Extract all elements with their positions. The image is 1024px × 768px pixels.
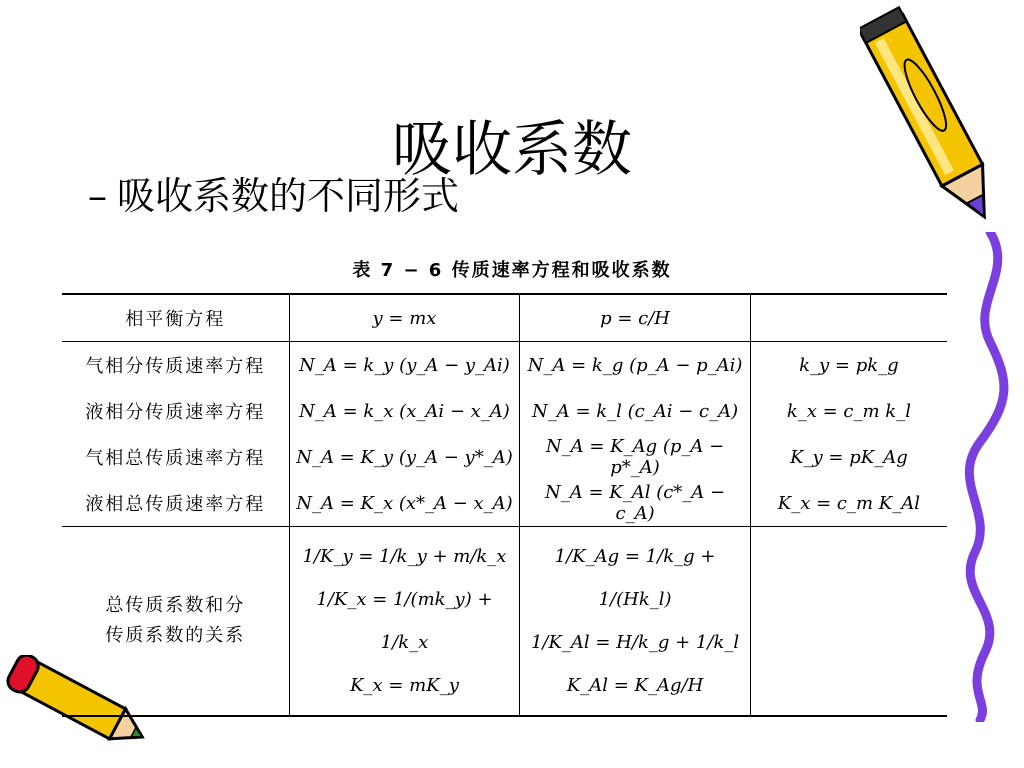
table-row bbox=[62, 434, 947, 480]
equation-cell: N_A = K_y (y_A − y*_A) bbox=[289, 434, 520, 480]
equation-cell: N_A = k_x (x_Ai − x_A) bbox=[289, 388, 520, 434]
slide-title: 吸收系数 bbox=[392, 115, 632, 185]
equation-cell: N_A = k_g (p_A − p_Ai) bbox=[520, 342, 750, 389]
row-label: 气相总传质速率方程 bbox=[62, 434, 289, 480]
header-cell: p = c/H bbox=[520, 294, 750, 342]
relation-label-line: 传质系数的关系 bbox=[105, 625, 246, 646]
equation-cell: k_y = pk_g bbox=[799, 354, 899, 376]
equation-cell: K_x = c_m K_Al bbox=[750, 480, 947, 527]
equation-line: 1/K_x = 1/(mk_y) + 1/k_x bbox=[316, 589, 493, 653]
table-row bbox=[62, 388, 947, 434]
equation-cell: N_A = K_Al (c*_A − c_A) bbox=[520, 480, 750, 527]
header-cell: y = mx bbox=[289, 294, 520, 342]
row-label: 液相分传质速率方程 bbox=[62, 388, 289, 434]
squiggle-line bbox=[960, 232, 1020, 722]
table-row bbox=[62, 342, 947, 389]
table-row bbox=[62, 480, 947, 527]
header-cell bbox=[750, 294, 947, 342]
bullet-dash: – bbox=[88, 174, 107, 218]
table-caption: 表 7 − 6 传质速率方程和吸收系数 bbox=[352, 260, 672, 281]
header-cell: 相平衡方程 bbox=[62, 294, 289, 342]
equation-line: 1/K_Ag = 1/k_g + 1/(Hk_l) bbox=[554, 546, 716, 610]
relation-equations bbox=[289, 527, 520, 717]
equation-cell: N_A = K_x (x*_A − x_A) bbox=[289, 480, 520, 527]
bullet-item bbox=[88, 165, 459, 220]
relation-label-line: 总传质系数和分 bbox=[105, 595, 246, 616]
relation-equations bbox=[520, 527, 750, 717]
table-row-relation bbox=[62, 527, 947, 717]
relation-empty-cell bbox=[750, 527, 947, 717]
row-label: 气相分传质速率方程 bbox=[62, 342, 289, 389]
equation-line: K_Al = K_Ag/H bbox=[566, 675, 704, 696]
table-header-row bbox=[62, 294, 947, 342]
bullet-text: 吸收系数的不同形式 bbox=[117, 174, 460, 218]
equation-line: 1/K_Al = H/k_g + 1/k_l bbox=[530, 632, 740, 653]
mass-transfer-table bbox=[62, 293, 947, 717]
row-label: 液相总传质速率方程 bbox=[62, 480, 289, 527]
equation-cell: N_A = k_y (y_A − y_Ai) bbox=[289, 342, 520, 389]
relation-label bbox=[62, 527, 289, 717]
equation-cell: N_A = k_l (c_Ai − c_A) bbox=[520, 388, 750, 434]
equation-line: K_x = mK_y bbox=[350, 675, 459, 696]
equation-line: 1/K_y = 1/k_y + m/k_x bbox=[302, 546, 507, 567]
equation-cell: K_y = pK_Ag bbox=[790, 446, 908, 468]
equation-cell: N_A = K_Ag (p_A − p*_A) bbox=[520, 434, 750, 480]
equation-cell: k_x = c_m k_l bbox=[786, 400, 911, 422]
